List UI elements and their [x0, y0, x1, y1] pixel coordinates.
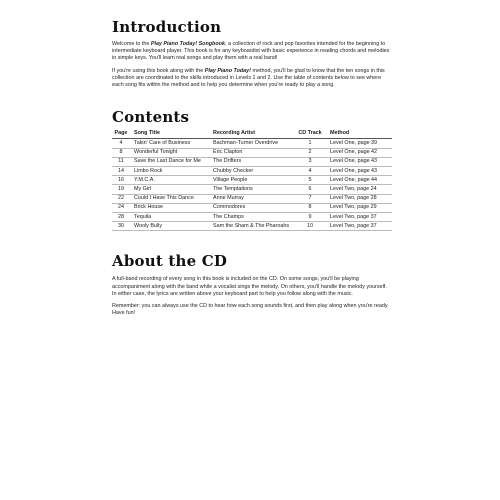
cell-method: Level Two, page 28 [326, 194, 392, 203]
introduction-heading: Introduction [112, 18, 222, 36]
cell-cd-track: 7 [294, 194, 326, 203]
contents-table [112, 130, 392, 231]
cell-song-title: Wonderful Tonight [130, 148, 213, 157]
table-row [112, 203, 392, 212]
cell-page: 8 [112, 148, 130, 157]
cell-page: 11 [112, 157, 130, 166]
cell-page: 16 [112, 176, 130, 185]
table-row [112, 185, 392, 194]
cell-cd-track: 1 [294, 139, 326, 148]
cell-cd-track: 2 [294, 148, 326, 157]
cell-page: 22 [112, 194, 130, 203]
cell-song-title: My Girl [130, 185, 213, 194]
about-cd-heading: About the CD [112, 252, 228, 271]
header-page: Page [112, 130, 130, 139]
intro-p1-text-b: , a collection of rock and pop favorites intended for the beginning to intermediate keyboard player. This book is for any keyboardist with basic experience in reading chords and melodies in simple keys. You'll learn real songs and play them with a real band! [112, 41, 390, 62]
book-title-emphasis: Play Piano Today! Songbook [150, 41, 225, 47]
cell-cd-track: 5 [294, 176, 326, 185]
table-row [112, 139, 392, 148]
cell-song-title: Could I Have This Dance [130, 194, 213, 203]
cell-method: Level One, page 43 [326, 157, 392, 166]
cd-paragraph-2: Remember: you can always use the CD to hear how each song sounds first, and then play along when you're ready. Have fun! [112, 303, 389, 317]
cell-recording-artist: The Drifters [213, 157, 294, 166]
cell-page: 30 [112, 222, 130, 231]
intro-paragraph-1 [112, 41, 392, 63]
intro-p1-text-a: Welcome to the [112, 41, 151, 47]
intro-p2-text-a: If you're using this book along with the [112, 67, 205, 74]
contents-header-row [112, 130, 392, 139]
cell-recording-artist: Bachman-Turner Overdrive [213, 139, 294, 148]
cell-page: 4 [112, 139, 130, 148]
cell-song-title: Y.M.C.A. [130, 176, 213, 185]
cell-page: 28 [112, 213, 130, 222]
table-row [112, 167, 392, 176]
header-song-title: Song Title [130, 130, 213, 139]
table-row [112, 222, 392, 231]
cell-song-title: Limbo Rock [130, 167, 213, 176]
cell-recording-artist: The Temptations [213, 185, 294, 194]
cell-cd-track: 3 [294, 157, 326, 166]
cell-recording-artist: Sam the Sham & The Pharoahs [213, 222, 294, 231]
header-cd-track: CD Track [294, 130, 326, 139]
intro-p2-text-b: method, you'll be glad to know that the ten songs in this collection are coordinated to the skills introduced in Levels 1 and 2. Use the table of contents below to see where each song fits within the method and to help you determine when you're ready to play a song. [112, 67, 385, 89]
cell-song-title: Wooly Bully [130, 222, 213, 231]
method-title-emphasis: Play Piano Today! [204, 67, 251, 74]
cd-paragraph-1: A full-band recording of every song in this book is included on the CD. On some songs, you'll be playing accompaniment along with the band while a vocalist sings the melody. On others, you'll handle the melody yourself. In either case, the lyrics are written above your keyboard part to help you follow along with the music. [112, 276, 387, 297]
cell-song-title: Takin' Care of Business [130, 139, 213, 148]
cell-method: Level One, page 42 [326, 148, 392, 157]
cell-song-title: Tequila [130, 213, 213, 222]
table-row [112, 176, 392, 185]
intro-paragraph-2 [112, 68, 392, 90]
cell-recording-artist: Commodores [213, 203, 294, 212]
cell-method: Level Two, page 24 [326, 185, 392, 194]
cell-recording-artist: Chubby Checker [213, 167, 294, 176]
cell-page: 24 [112, 203, 130, 212]
table-row [112, 194, 392, 203]
cell-cd-track: 9 [294, 213, 326, 222]
cell-cd-track: 10 [294, 222, 326, 231]
table-row [112, 157, 392, 166]
contents-heading: Contents [112, 108, 190, 127]
header-recording-artist: Recording Artist [213, 130, 294, 139]
cell-song-title: Save the Last Dance for Me [130, 157, 213, 166]
cell-method: Level One, page 39 [326, 139, 392, 148]
cell-method: Level One, page 43 [326, 167, 392, 176]
cell-recording-artist: Eric Clapton [213, 148, 294, 157]
cell-method: Level Two, page 37 [326, 213, 392, 222]
cell-cd-track: 4 [294, 167, 326, 176]
cell-method: Level Two, page 37 [326, 222, 392, 231]
cell-recording-artist: The Champs [213, 213, 294, 222]
cell-page: 14 [112, 167, 130, 176]
table-row [112, 213, 392, 222]
cell-song-title: Brick House [130, 203, 213, 212]
cell-recording-artist: Anne Murray [213, 194, 294, 203]
cell-method: Level One, page 44 [326, 176, 392, 185]
page-content [112, 18, 392, 322]
header-method: Method [326, 130, 392, 139]
cell-cd-track: 8 [294, 203, 326, 212]
cell-cd-track: 6 [294, 185, 326, 194]
table-row [112, 148, 392, 157]
cell-method: Level Two, page 29 [326, 203, 392, 212]
cell-recording-artist: Village People [213, 176, 294, 185]
cell-page: 19 [112, 185, 130, 194]
